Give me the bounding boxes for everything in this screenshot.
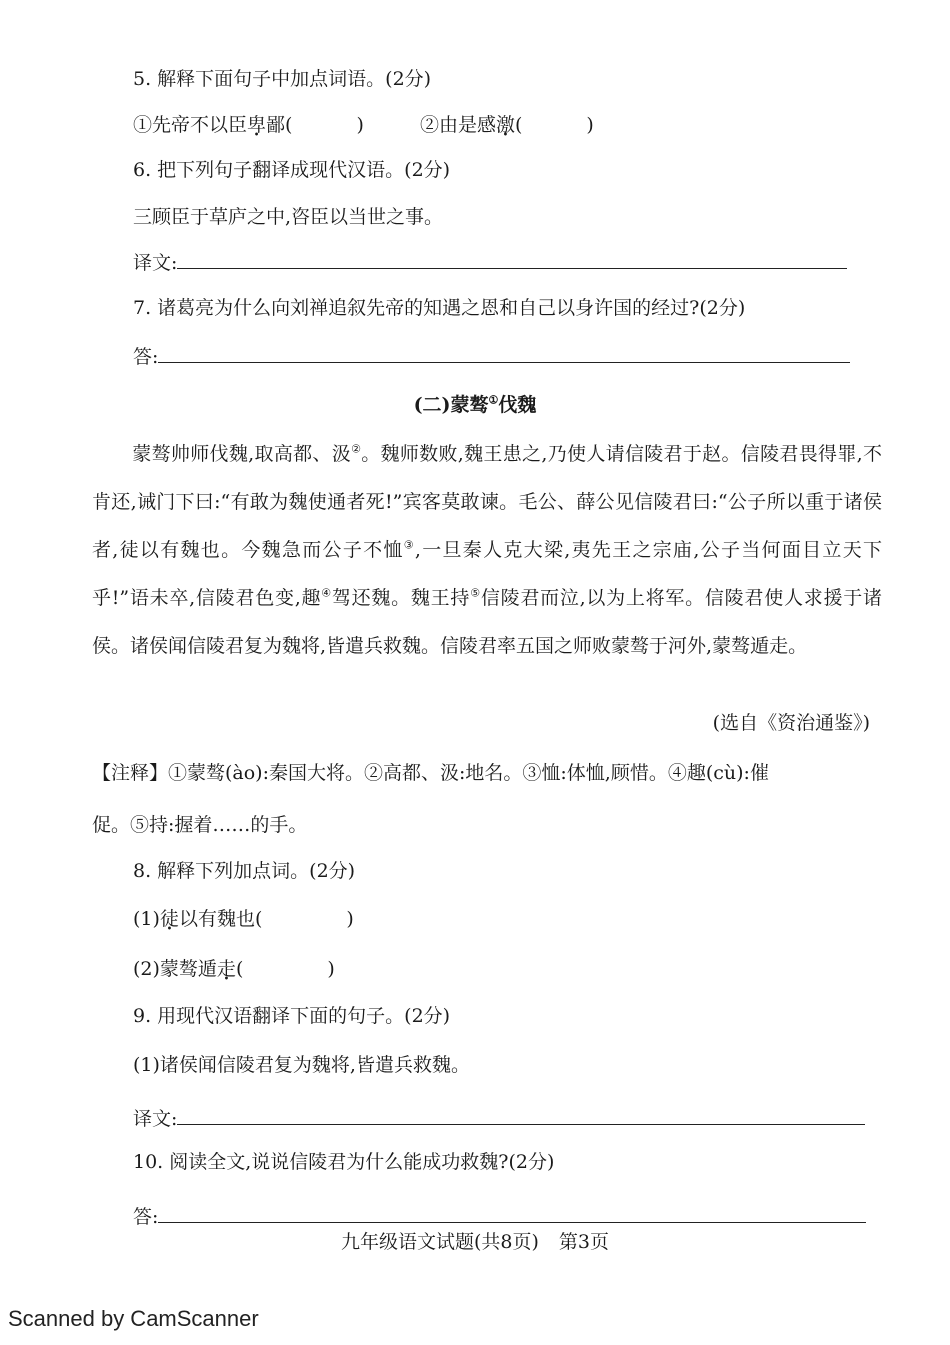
- q6-answer: [133, 250, 847, 276]
- q9-answer-label: 译文:: [133, 1108, 178, 1130]
- q9-answer-line[interactable]: [177, 1106, 865, 1125]
- q7-answer-label: 答:: [133, 346, 159, 368]
- q5-items: [133, 112, 594, 138]
- q8-title: 8. 解释下列加点词。(2分): [133, 860, 356, 882]
- q5-title: 5. 解释下面句子中加点词语。(2分): [133, 68, 432, 90]
- q7-title: 7. 诸葛亮为什么向刘禅追叙先帝的知遇之恩和自己以身许国的经过?(2分): [133, 297, 746, 319]
- q9-sentence: (1)诸侯闻信陵君复为魏将,皆遣兵救魏。: [133, 1054, 470, 1076]
- q8-item1-dotted-word: 徒: [159, 908, 179, 930]
- q8-item2-dotted-word: 走: [216, 958, 236, 980]
- q10-title: 10. 阅读全文,说说信陵君为什么能成功救魏?(2分): [133, 1151, 555, 1173]
- notes-line-2: 促。⑤持:握着……的手。: [92, 814, 308, 836]
- q5-item1-pre: ①先帝不以臣: [133, 114, 248, 136]
- scanner-watermark: Scanned by CamScanner: [8, 1306, 259, 1331]
- q5-item2-post: (: [515, 114, 523, 136]
- q5-item1-post: 鄙(: [266, 114, 293, 136]
- passage-text: 蒙骜帅师伐魏,取高都、汲②。魏师数败,魏王患之,乃使人请信陵君于赵。信陵君畏得罪,不肯还,诫门下曰:“有敢为魏使通者死!”宾客莫敢谏。毛公、薛公见信陵君曰:“公子所以重于诸侯者,徒以有魏也。今魏急而公子不恤③,一旦秦人克大梁,夷先王之宗庙,公子当何面目立天下乎!”语未卒,信陵君色变,趣④驾还魏。魏王持⑤信陵君而泣,以为上将军。信陵君使人求援于诸侯。诸侯闻信陵君复为魏将,皆遣兵救魏。信陵君率五国之师败蒙骜于河外,蒙骜遁走。: [92, 442, 882, 657]
- q9-answer: [133, 1106, 865, 1132]
- q5-item2-close: ): [586, 114, 594, 136]
- q6-sentence: 三顾臣于草庐之中,咨臣以当世之事。: [133, 206, 444, 228]
- q5-item1-dotted-word: 卑: [247, 114, 267, 136]
- section2-title: (二)蒙骜①伐魏: [413, 393, 537, 416]
- footer-page-number: 第3页: [558, 1231, 609, 1253]
- q5-item2-dotted-word: 激: [495, 114, 515, 136]
- page-footer: [0, 1227, 950, 1254]
- notes-line-1: 【注释】①蒙骜(ào):秦国大将。②高都、汲:地名。③恤:体恤,顾惜。④趣(cù):催: [92, 762, 769, 784]
- q7-answer: [133, 344, 850, 370]
- q8-item2: (2)蒙骜遁走( ): [133, 958, 335, 980]
- q5-item2-pre: ②由是感: [419, 114, 496, 136]
- footer-exam-title: 九年级语文试题(共8页): [340, 1231, 539, 1253]
- q7-answer-line[interactable]: [158, 344, 850, 363]
- q6-answer-line[interactable]: [177, 250, 847, 269]
- q8-item1: (1)徒以有魏也( ): [133, 908, 354, 930]
- q10-answer-label: 答:: [133, 1206, 159, 1228]
- q10-answer-line[interactable]: [158, 1204, 866, 1223]
- passage-source: (选自《资治通鉴》): [712, 712, 870, 734]
- q9-title: 9. 用现代汉语翻译下面的句子。(2分): [133, 1005, 451, 1027]
- q6-title: 6. 把下列句子翻译成现代汉语。(2分): [133, 159, 451, 181]
- q5-item1-close: ): [356, 114, 364, 136]
- q6-answer-label: 译文:: [133, 252, 178, 274]
